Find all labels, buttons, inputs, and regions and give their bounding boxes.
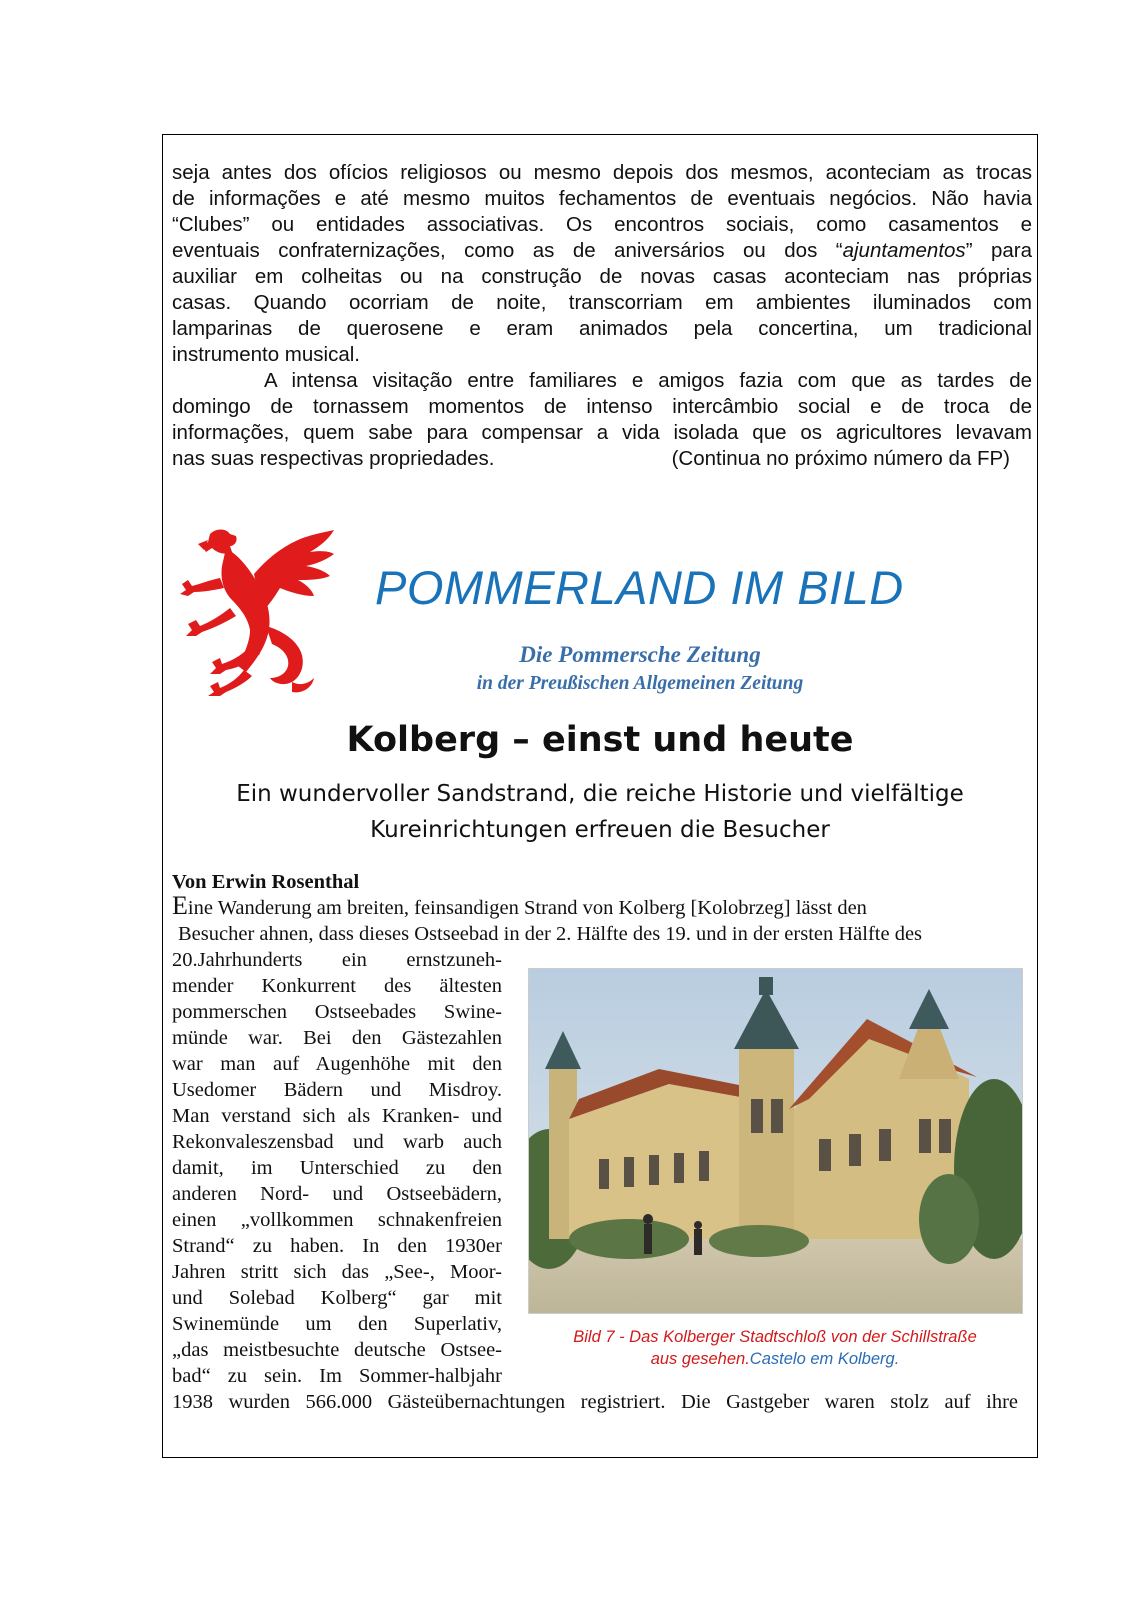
article-line: anderen Nord- und Ostseebädern,	[172, 1183, 502, 1205]
intro-line: “Clubes” ou entidades associativas. Os encontros sociais, como casamentos e	[172, 213, 1032, 236]
masthead-subtitle: Die Pommersche Zeitung	[519, 642, 761, 667]
photo-caption: Bild 7 - Das Kolberger Stadtschloß von der Schillstraße aus gesehen.Castelo em Kolberg.	[573, 1328, 977, 1368]
article-line: pommerschen Ostseebades Swine-	[172, 1001, 502, 1023]
kolberg-castle-photo	[528, 968, 1023, 1314]
masthead-subtitle-2: in der Preußischen Allgemeinen Zeitung	[476, 673, 804, 694]
article-line: und Solebad Kolberg“ gar mit	[172, 1287, 502, 1309]
intro-line: instrumento musical.	[172, 343, 360, 366]
article-column	[172, 947, 502, 1389]
article-byline: Von Erwin Rosenthal	[172, 871, 360, 893]
article-line: 20.Jahrhunderts ein ernstzuneh-	[172, 949, 502, 971]
article-line: „das meistbesuchte deutsche Ostsee-	[172, 1339, 502, 1361]
article-line: 1938 wurden 566.000 Gästeübernachtungen registriert. Die Gastgeber waren stolz auf ihre	[172, 1391, 1018, 1413]
drop-cap: E	[172, 891, 188, 920]
intro-line: seja antes dos ofícios religiosos ou mesmo depois dos mesmos, aconteciam as trocas	[172, 161, 1032, 184]
intro-line: nas suas respectivas propriedades. (Continua no próximo número da FP)	[172, 447, 1010, 470]
intro-paragraph	[172, 160, 1032, 368]
article-line: damit, im Unterschied zu den	[172, 1157, 502, 1179]
italic-term: ajuntamentos	[842, 239, 966, 262]
article-line: Usedomer Bädern und Misdroy.	[172, 1079, 502, 1101]
intro-line: A intensa visitação entre familiares e amigos fazia com que as tardes de	[264, 369, 1032, 392]
article-line: Jahren stritt sich das „See-, Moor-	[172, 1261, 502, 1283]
intro-line: domingo de tornassem momentos de intenso intercâmbio social e de troca de	[172, 395, 1032, 418]
article-line: einen „vollkommen schnakenfreien	[172, 1209, 502, 1231]
intro-line: eventuais confraternizações, como as de aniversários ou dos “ajuntamentos” para	[172, 239, 1032, 262]
article-line: Strand“ zu haben. In den 1930er	[172, 1235, 502, 1257]
article-line: mender Konkurrent des ältesten	[172, 975, 502, 997]
article-headline: Kolberg – einst und heute	[346, 720, 854, 760]
intro-line: auxiliar em colheitas ou na construção de novas casas aconteciam nas próprias	[172, 265, 1032, 288]
intro-line: de informações e até mesmo muitos fechamentos de eventuais negócios. Não havia	[172, 187, 1032, 210]
continua-note: (Continua no próximo número da FP)	[671, 447, 1010, 470]
intro-paragraph-2	[172, 368, 1032, 472]
article-line: bad“ zu sein. Im Sommer-halbjahr	[172, 1365, 502, 1387]
intro-line: casas. Quando ocorriam de noite, transcorriam em ambientes iluminados com	[172, 291, 1032, 314]
griffin-emblem-icon	[180, 526, 338, 698]
article-line: Eine Wanderung am breiten, feinsandigen Strand von Kolberg [Kolobrzeg] lässt den	[172, 891, 867, 920]
intro-line: lamparinas de querosene e eram animados pela concertina, um tradicional	[172, 317, 1032, 340]
article-line: Man verstand sich als Kranken- und	[172, 1105, 502, 1127]
article-line: war man auf Augenhöhe mit den	[172, 1053, 502, 1075]
article-line: Rekonvaleszensbad und warb auch	[172, 1131, 502, 1153]
intro-line: informações, quem sabe para compensar a vida isolada que os agricultores levavam	[172, 421, 1032, 444]
article-subheadline: Ein wundervoller Sandstrand, die reiche Historie und vielfältige Kureinrichtungen erfreuen die Besucher	[236, 781, 964, 843]
masthead-title: POMMERLAND IM BILD	[375, 561, 904, 614]
article-tail	[172, 1389, 1018, 1415]
article-line: Swinemünde um den Superlativ,	[172, 1313, 502, 1335]
article-line: Besucher ahnen, dass dieses Ostseebad in der 2. Hälfte des 19. und in der ersten Hälfte des	[178, 923, 923, 945]
article-lead	[172, 893, 948, 921]
article-lead-2	[178, 921, 1026, 947]
article-line: münde war. Bei den Gästezahlen	[172, 1027, 502, 1049]
